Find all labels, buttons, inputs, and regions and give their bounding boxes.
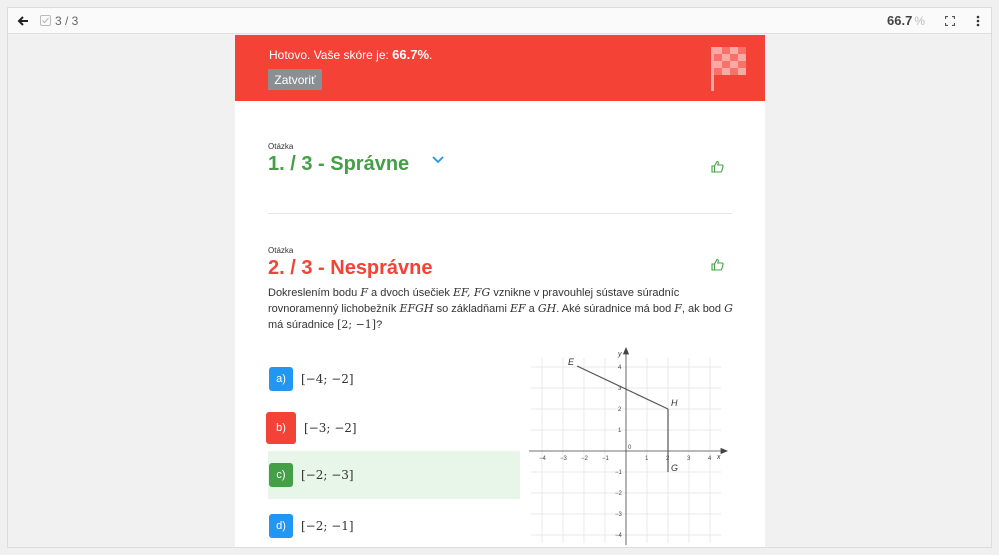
point-H-label: H xyxy=(671,398,678,408)
y-tick-labels xyxy=(615,365,623,539)
close-button[interactable]: Zatvoriť xyxy=(268,69,322,90)
math-var: F xyxy=(360,286,368,299)
question-1-title: 1. / 3 - Správne xyxy=(268,153,410,175)
math-var: F xyxy=(674,302,682,315)
option-letter: a) xyxy=(269,367,293,391)
thumbs-up-icon[interactable] xyxy=(711,160,724,173)
question-text-part: má súradnice xyxy=(268,319,338,331)
question-text-part: a xyxy=(525,303,538,315)
x-tick: 0 xyxy=(628,445,632,451)
point-E-label: E xyxy=(568,357,575,367)
result-banner xyxy=(235,35,765,101)
x-tick: −3 xyxy=(560,456,567,462)
question-1-label: Otázka xyxy=(268,142,294,151)
trapezoid-segments xyxy=(577,366,668,472)
question-text-part: Dokreslením bodu xyxy=(268,287,361,299)
progress-counter: 3 / 3 xyxy=(55,13,79,28)
checkbox-icon xyxy=(39,15,51,27)
math-var: EF xyxy=(509,302,526,315)
point-G-label: G xyxy=(671,463,679,473)
arrow-left-icon xyxy=(17,15,29,27)
chevron-down-icon[interactable] xyxy=(431,155,445,165)
y-tick: 1 xyxy=(618,428,622,434)
x-tick: 3 xyxy=(687,456,691,462)
coordinate-graph xyxy=(521,343,731,548)
question-2-text xyxy=(268,285,738,333)
question-text-part: a dvoch úsečiek xyxy=(367,287,453,299)
y-tick: −4 xyxy=(615,533,622,539)
x-tick-labels xyxy=(539,445,712,462)
question-text-part: . Aké súradnice má bod xyxy=(556,303,675,315)
results-panel xyxy=(235,35,765,548)
option-letter: d) xyxy=(269,514,293,538)
result-message-text: Hotovo. Vaše skóre je: xyxy=(269,48,393,62)
x-tick: 1 xyxy=(645,456,649,462)
y-tick: 2 xyxy=(618,407,622,413)
y-tick: 4 xyxy=(618,365,622,371)
option-value: [−2; −1] xyxy=(301,519,354,533)
app-frame xyxy=(7,7,992,548)
result-message xyxy=(269,47,432,62)
option-value: [−2; −3] xyxy=(301,468,354,482)
math-var: GH xyxy=(537,302,557,315)
question-text-part: ? xyxy=(376,319,383,331)
checkered-flag-icon xyxy=(709,45,753,91)
x-axis-label: x xyxy=(717,454,721,461)
option-value: [−4; −2] xyxy=(301,372,354,386)
question-text-part: so základňami xyxy=(433,303,510,315)
y-tick: −2 xyxy=(615,491,622,497)
question-text-part: , ak bod xyxy=(681,303,725,315)
math-var: G xyxy=(724,302,733,315)
answer-option-b[interactable] xyxy=(268,404,488,452)
question-2-title: 2. / 3 - Nesprávne xyxy=(268,257,433,279)
x-tick: −4 xyxy=(539,456,546,462)
top-toolbar xyxy=(8,8,991,34)
x-tick: 4 xyxy=(708,456,712,462)
option-letter: c) xyxy=(269,463,293,487)
math-var: EF, FG xyxy=(452,286,491,299)
x-tick: −1 xyxy=(602,456,609,462)
fullscreen-button[interactable] xyxy=(941,12,959,30)
segment-EH xyxy=(577,366,668,409)
option-letter: b) xyxy=(266,412,296,444)
math-var: EFGH xyxy=(399,302,434,315)
fullscreen-icon xyxy=(945,16,955,26)
x-tick: −2 xyxy=(581,456,588,462)
y-axis-label: y xyxy=(618,351,622,358)
answer-option-d[interactable] xyxy=(268,502,488,548)
score-value: 66.7 xyxy=(887,13,913,28)
y-tick: −1 xyxy=(615,470,622,476)
result-message-end: . xyxy=(429,48,433,62)
more-menu-button[interactable] xyxy=(973,12,983,30)
more-vertical-icon xyxy=(976,15,980,27)
toolbar-right xyxy=(887,12,991,30)
y-tick: 3 xyxy=(618,386,622,392)
result-score: 66.7% xyxy=(392,47,430,62)
y-tick: −3 xyxy=(615,512,622,518)
score-unit: % xyxy=(914,13,925,28)
math-coords: [2; −1] xyxy=(337,318,377,331)
answer-option-a[interactable] xyxy=(268,355,488,403)
x-tick: 2 xyxy=(666,456,670,462)
option-value: [−3; −2] xyxy=(304,421,357,435)
question-divider xyxy=(268,213,732,214)
question-2-label: Otázka xyxy=(268,246,294,255)
answer-option-c[interactable] xyxy=(268,451,520,499)
thumbs-up-icon[interactable] xyxy=(711,258,724,271)
back-button[interactable] xyxy=(11,9,35,33)
question-text-part: vznikne v pravouhlej sústave súradníc rovnoramenný lichobežník xyxy=(268,287,680,315)
